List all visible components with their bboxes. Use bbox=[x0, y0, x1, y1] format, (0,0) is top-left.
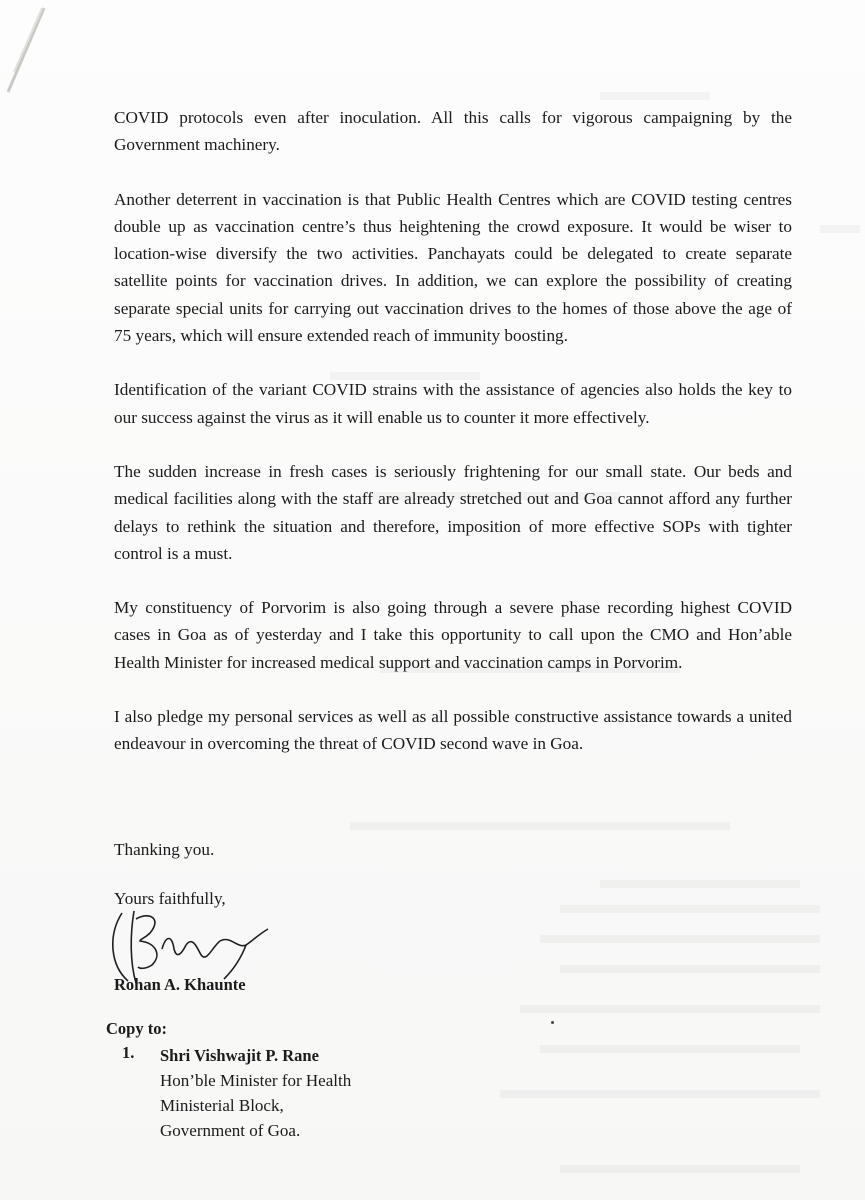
recipient-designation: Hon’ble Minister for Health bbox=[160, 1071, 352, 1090]
show-through-mark bbox=[560, 905, 820, 913]
closing-line: Thanking you. bbox=[114, 840, 215, 859]
recipient-address-line: Government of Goa. bbox=[160, 1121, 301, 1140]
signatory-name: Rohan A. Khaunte bbox=[114, 975, 246, 994]
body-paragraph: My constituency of Porvorim is also going through a severe phase recording highest COVID cases in Goa as of yesterday and I take this opportunity to call upon the CMO and Hon’able Health Minister for increased medical support and vaccination camps in Porvorim. bbox=[114, 598, 792, 672]
show-through-mark bbox=[540, 935, 820, 943]
recipient-block bbox=[160, 1043, 351, 1143]
show-through-mark bbox=[600, 880, 800, 888]
valediction: Yours faithfully, bbox=[114, 889, 226, 908]
body-paragraph: The sudden increase in fresh cases is seriously frightening for our small state. Our beds and medical facilities along with the staff are already stretched out and Goa cannot afford any further delays to rethink the situation and therefore, imposition of more effective SOPs with tighter control is a must. bbox=[114, 461, 792, 563]
show-through-mark bbox=[560, 1165, 800, 1173]
show-through-mark bbox=[560, 965, 820, 973]
letter-body bbox=[114, 104, 792, 758]
body-paragraph: COVID protocols even after inoculation. All this calls for vigorous campaigning by the Government machinery. bbox=[114, 108, 792, 155]
body-paragraph: I also pledge my personal services as well as all possible constructive assistance towards a united endeavour in overcoming the threat of COVID second wave in Goa. bbox=[114, 707, 792, 754]
show-through-mark bbox=[540, 1045, 800, 1053]
show-through-mark bbox=[820, 225, 860, 233]
show-through-mark bbox=[520, 1005, 820, 1013]
body-paragraph: Identification of the variant COVID strains with the assistance of agencies also holds the key to our success against the virus as it will enable us to counter it more effectively. bbox=[114, 380, 792, 427]
body-paragraph: Another deterrent in vaccination is that Public Health Centres which are COVID testing centres double up as vaccination centre’s thus heightening the crowd exposure. It would be wiser to location-wise diversify the two activities. Panchayats could be delegated to create separate satellite points for vaccination drives. In addition, we can explore the possibility of creating separate special units for carrying out vaccination drives to the homes of those above the age of 75 years, which will ensure extended reach of immunity boosting. bbox=[114, 189, 792, 346]
handwritten-signature bbox=[100, 905, 290, 985]
recipient-name: Shri Vishwajit P. Rane bbox=[160, 1046, 319, 1065]
paper-fold-mark bbox=[0, 0, 60, 100]
recipient-address-line: Ministerial Block, bbox=[160, 1096, 284, 1115]
copy-to-heading: Copy to: bbox=[106, 1019, 167, 1038]
recipient-number: 1. bbox=[122, 1043, 135, 1062]
show-through-mark bbox=[600, 92, 710, 100]
show-through-mark bbox=[350, 822, 730, 830]
ink-speck bbox=[551, 1021, 554, 1024]
show-through-mark bbox=[500, 1090, 820, 1098]
